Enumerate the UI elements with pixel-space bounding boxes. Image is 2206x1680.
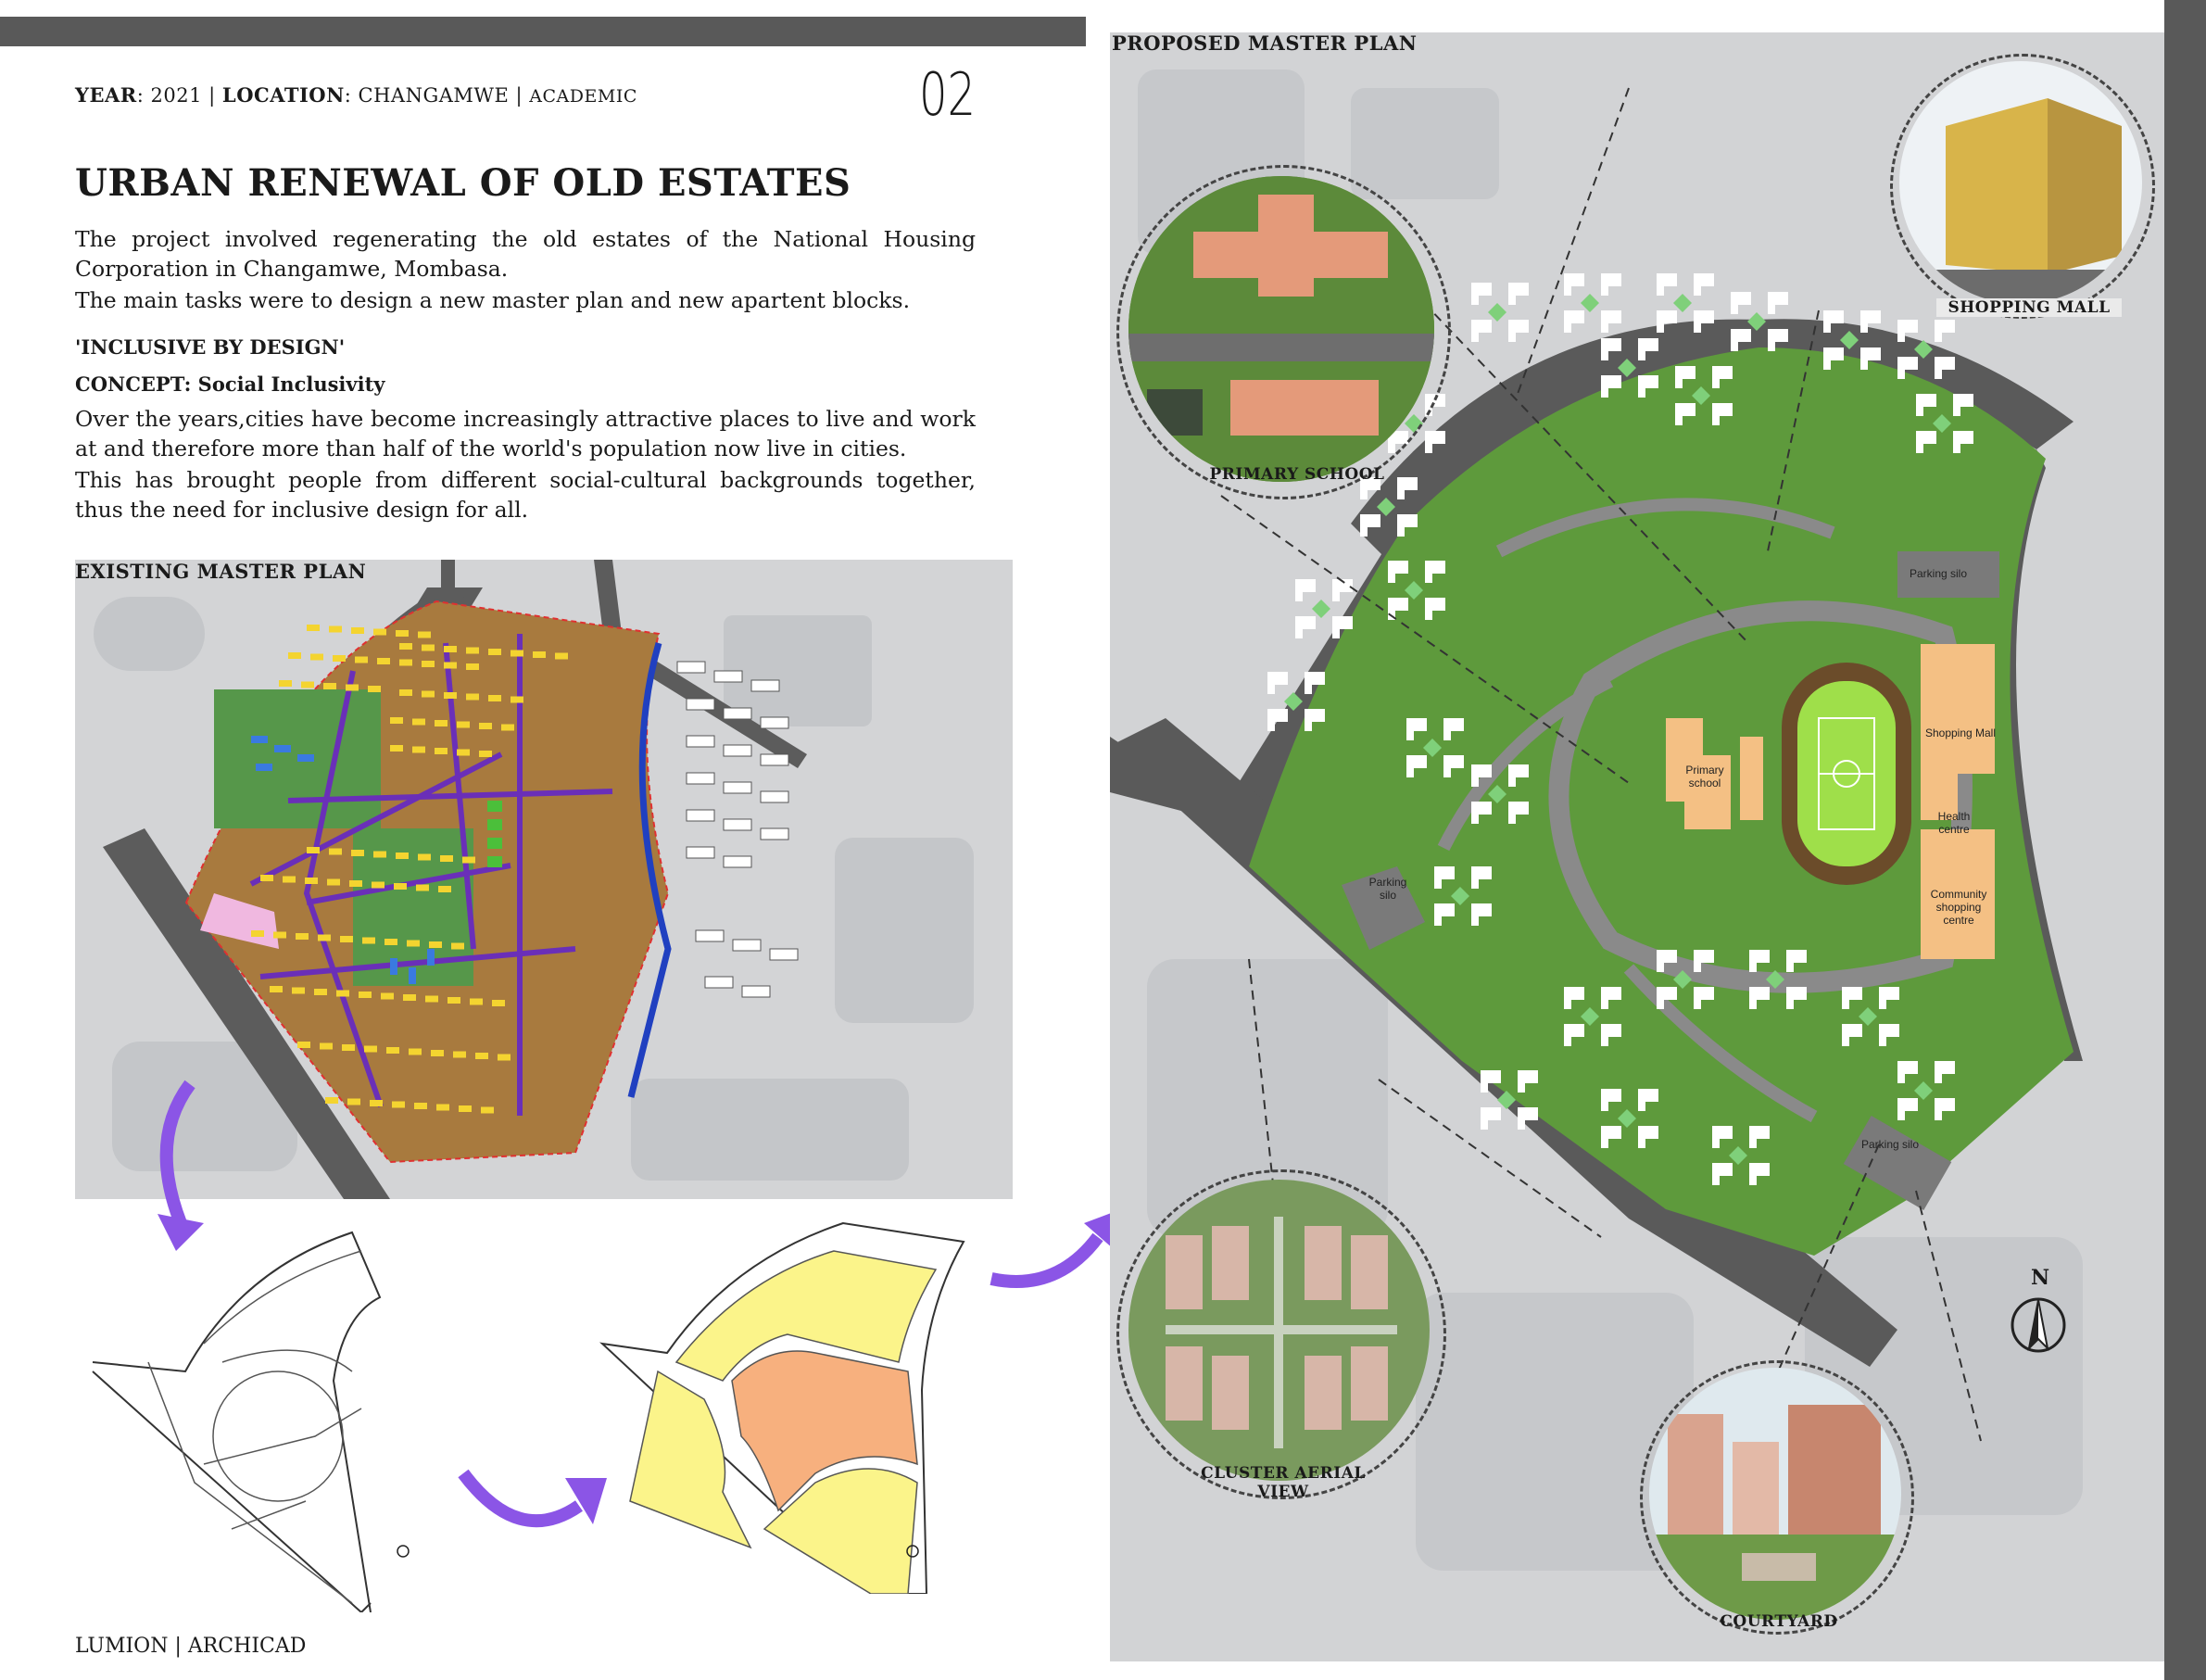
shopping-mall-label: SHOPPING MALL (1936, 298, 2122, 317)
site-outline-diagram (83, 1223, 445, 1612)
body-text-2: This has brought people from different social-cultural backgrounds together, thus the need for inclusive design for all. (75, 467, 976, 523)
year-label: YEAR (75, 83, 137, 107)
primary-school-map-label: Primary school (1685, 764, 1724, 789)
project-meta: YEAR: 2021 | LOCATION: CHANGAMWE | ACADEMIC (75, 83, 637, 107)
concept: CONCEPT: Social Inclusivity (75, 373, 385, 396)
courtyard-render (1649, 1368, 1901, 1620)
arrow-right-icon-2 (982, 1205, 1130, 1307)
arrow-down-icon (139, 1075, 222, 1260)
courtyard-label: COURTYARD (1720, 1612, 1838, 1631)
health-centre-map-label: Health centre (1937, 810, 1971, 836)
top-bar (0, 17, 1086, 46)
primary-school-render (1128, 176, 1434, 482)
parking-silo-label-1: Parking silo (1909, 567, 1968, 580)
shopping-mall-render (1899, 61, 2142, 304)
page-number: 02 (919, 61, 977, 130)
zoning-diagram (593, 1205, 982, 1594)
parking-silo-label-3: Parking silo (1860, 1138, 1920, 1151)
project-type: ACADEMIC (529, 86, 637, 107)
intro-text-2: The main tasks were to design a new master plan and new apartent blocks. (75, 287, 911, 313)
location-label: LOCATION (221, 83, 345, 107)
parking-silo-label-2: Parking silo (1368, 876, 1407, 902)
separator: | (515, 84, 523, 107)
separator: | (208, 84, 216, 107)
cluster-label: CLUSTER AERIAL VIEW (1201, 1464, 1366, 1501)
primary-school-label: PRIMARY SCHOOL (1209, 465, 1385, 484)
body-text-1: Over the years,cities have become increasingly attractive places to live and work at and therefore more than half of the world's population now live in cities. (75, 406, 976, 461)
project-title: URBAN RENEWAL OF OLD ESTATES (75, 161, 851, 205)
north-label: N (2031, 1266, 2050, 1290)
proposed-plan-title: PROPOSED MASTER PLAN (1112, 32, 1418, 55)
existing-plan-title: EXISTING MASTER PLAN (75, 560, 367, 583)
software-credits: LUMION | ARCHICAD (75, 1635, 307, 1658)
year-value: 2021 (150, 84, 202, 107)
tagline: 'INCLUSIVE BY DESIGN' (75, 335, 346, 359)
location-value: CHANGAMWE (358, 84, 510, 107)
community-centre-map-label: Community shopping centre (1930, 888, 1987, 927)
intro-text-1: The project involved regenerating the old estates of the National Housing Corporation in Changamwe, Mombasa. (75, 226, 976, 282)
right-bar (2164, 0, 2206, 1680)
cluster-aerial-render (1128, 1180, 1430, 1481)
arrow-right-icon-1 (454, 1455, 611, 1557)
shopping-mall-map-label: Shopping Mall (1924, 726, 1997, 739)
